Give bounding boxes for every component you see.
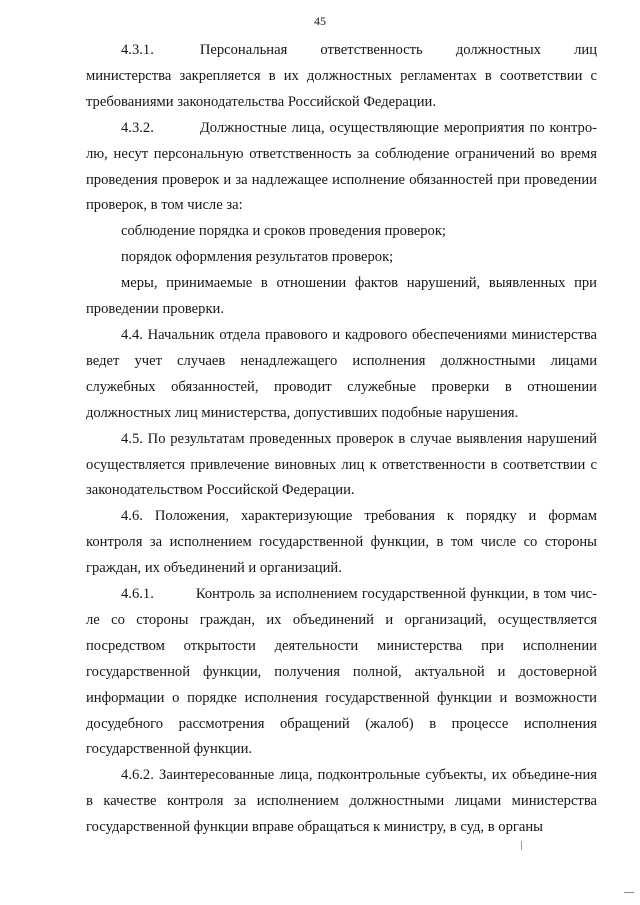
clause-text: Заинтересованные лица, подконтрольные субъекты, их объедине-ния в качестве контроля за исполнением должностными лицами министерства государственной функции вправе обращаться к министру, в суд, в органы [86,767,597,836]
clause-text: Должностные лица, осуществляющие мероприятия по контро-лю, несут персональную ответственность за соблюдение ограничений во время проведения проверок и за надлежащее исполнение обязанностей при проведении проверок, в том числе за: [86,119,597,214]
clause-text: По результатам проведенных проверок в случае выявления нарушений осуществляется привлечение виновных лиц к ответственности в соответствии с законодательством Российской Федерации. [86,430,597,499]
document-body [86,38,597,841]
list-item-text: меры, принимаемые в отношении фактов нарушений, выявленных при проведении проверки. [86,275,597,318]
scan-artifact-mark [521,841,522,850]
list-item [86,245,597,271]
clause-text: Персональная ответственность должностных лиц министерства закрепляется в их должностных регламентах в соответствии с требованиями законодательства Российской Федерации. [86,42,597,110]
clause-text: Контроль за исполнением государственной функции, в том чис-ле со стороны граждан, их объединений и организаций, осуществляется посредством открытости деятельности министерства при исполнении государственной функции, получения полной, актуальной и достоверной информации о порядке исполнения государственной функции и возможности досудебного рассмотрения обращений (жалоб) в процессе исполнения государственной функции. [86,586,597,758]
list-item [86,219,597,245]
paragraph-4-6-2 [86,763,597,841]
clause-number: 4.6. [121,508,143,525]
list-item-text: соблюдение порядка и сроков проведения проверок; [121,223,446,240]
paragraph-4-3-2 [86,116,597,220]
clause-number: 4.5. [121,430,143,447]
clause-number: 4.6.2. [121,767,154,784]
clause-number: 4.4. [121,326,143,343]
clause-text: Начальник отдела правового и кадрового обеспечениями министерства ведет учет случаев ненадлежащего исполнения должностными лицами служебных обязанностей, проводит служебные проверки в отношении должностных лиц министерства, допустивших подобные нарушения. [86,326,597,421]
paragraph-4-6 [86,504,597,582]
list-item [86,271,597,323]
clause-number: 4.3.2. [121,119,154,136]
paragraph-4-4 [86,323,597,427]
page-number: 45 [314,14,326,28]
paragraph-4-3-1 [86,38,597,116]
clause-number: 4.3.1. [121,42,154,58]
list-item-text: порядок оформления результатов проверок; [121,249,394,266]
clause-number: 4.6.1. [121,586,154,603]
paragraph-4-6-1 [86,582,597,763]
paragraph-4-5 [86,427,597,505]
clause-text: Положения, характеризующие требования к порядку и формам контроля за исполнением государственной функции, в том числе со стороны граждан, их объединений и организаций. [86,508,597,577]
scan-corner-mark [624,892,634,893]
